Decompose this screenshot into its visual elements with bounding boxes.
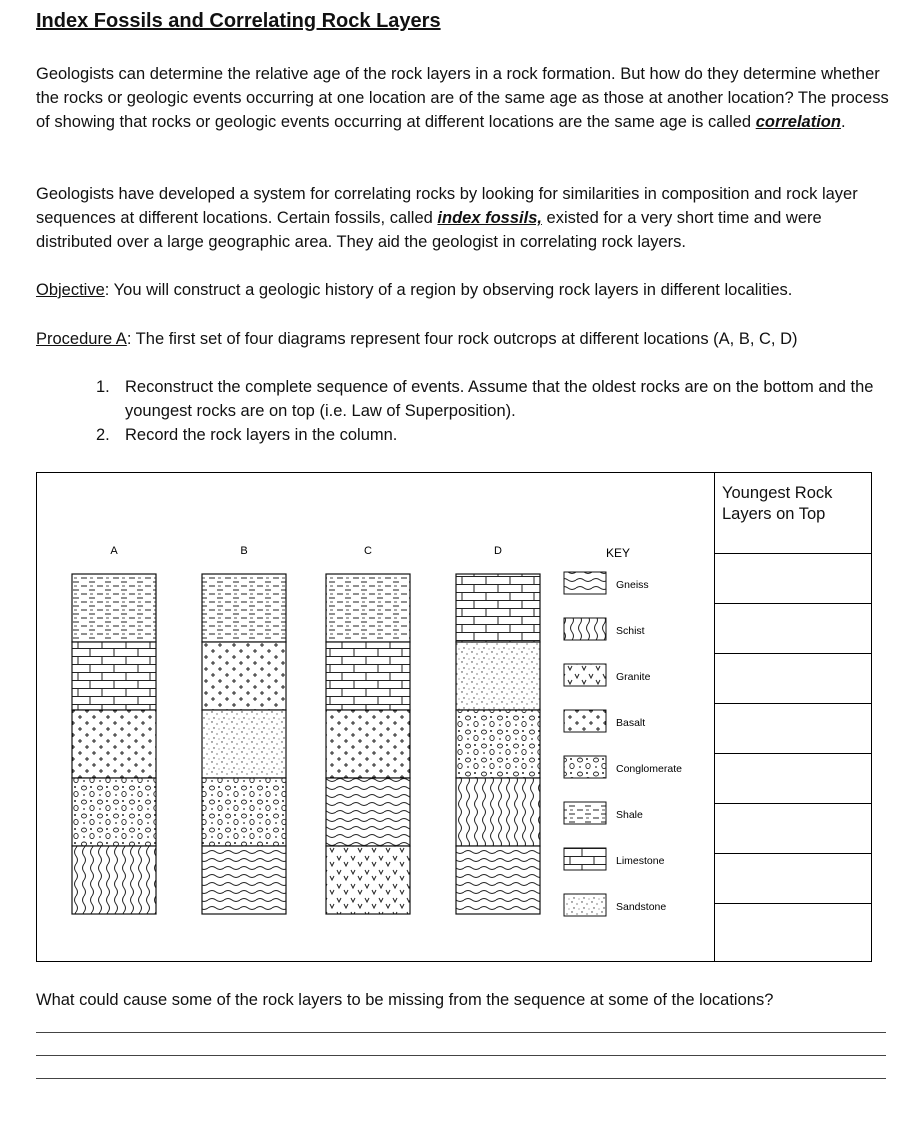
column-label: D — [494, 545, 502, 557]
answer-cell-line — [715, 603, 872, 604]
answer-cell-line — [715, 553, 872, 554]
column-label: A — [110, 545, 118, 557]
term-index-fossils: index fossils, — [437, 209, 542, 227]
answer-line[interactable] — [36, 1078, 886, 1079]
objective-label: Objective — [36, 281, 105, 299]
answer-cell-line — [715, 703, 872, 704]
answer-line[interactable] — [36, 1032, 886, 1033]
answer-column-header: Youngest Rock Layers on Top — [722, 484, 833, 523]
answer-cell-line — [715, 803, 872, 804]
missing-layers-question: What could cause some of the rock layers to be missing from the sequence at some of the locations? — [36, 991, 774, 1009]
key-label-limestone: Limestone — [616, 855, 665, 867]
step-2: 2. Record the rock layers in the column. — [96, 426, 398, 444]
column-label: B — [240, 545, 248, 557]
answer-cell-line — [715, 753, 872, 754]
figure-divider — [714, 472, 715, 962]
step-1: 1. Reconstruct the complete sequence of events. Assume that the oldest rocks are on the bottom and the youngest rocks are on top (i.e. Law of Superposition). — [96, 378, 874, 420]
index-fossil-paragraph: Geologists have developed a system for correlating rocks by looking for similarities in composition and rock layer sequences at different locations. Certain fossils, called index fossils, existed for a very short time and were distributed over a large geographic area. They aid the geologist in correlating rock layers. — [36, 185, 858, 251]
answer-cell-line — [715, 853, 872, 854]
page-title: Index Fossils and Correlating Rock Layers — [36, 10, 441, 32]
answer-cell-line — [715, 903, 872, 904]
procedure-label: Procedure A — [36, 330, 127, 348]
key-label-gneiss: Gneiss — [616, 579, 649, 591]
objective: Objective: You will construct a geologic history of a region by observing rock layers in different localities. — [36, 281, 793, 299]
key-label-schist: Schist — [616, 625, 645, 637]
figure-box — [36, 472, 872, 962]
procedure: Procedure A: The first set of four diagrams represent four rock outcrops at different locations (A, B, C, D) — [36, 330, 798, 348]
column-label: C — [364, 545, 372, 557]
answer-cell-line — [715, 653, 872, 654]
answer-line[interactable] — [36, 1055, 886, 1056]
term-correlation: correlation — [755, 113, 841, 131]
key-label-sandstone: Sandstone — [616, 901, 667, 913]
key-label-basalt: Basalt — [616, 717, 646, 729]
key-label-conglomerate: Conglomerate — [616, 763, 682, 775]
intro-paragraph: Geologists can determine the relative age of the rock layers in a rock formation. But how do they determine whether the rocks or geologic events occurring at one location are of the same age as those at another location? The process of showing that rocks or geologic events occurring at different locations are the same age is called correlation. — [36, 65, 889, 131]
key-label-shale: Shale — [616, 809, 643, 821]
procedure-steps — [96, 375, 896, 447]
key-title: KEY — [606, 546, 631, 560]
key-label-granite: Granite — [616, 671, 651, 683]
